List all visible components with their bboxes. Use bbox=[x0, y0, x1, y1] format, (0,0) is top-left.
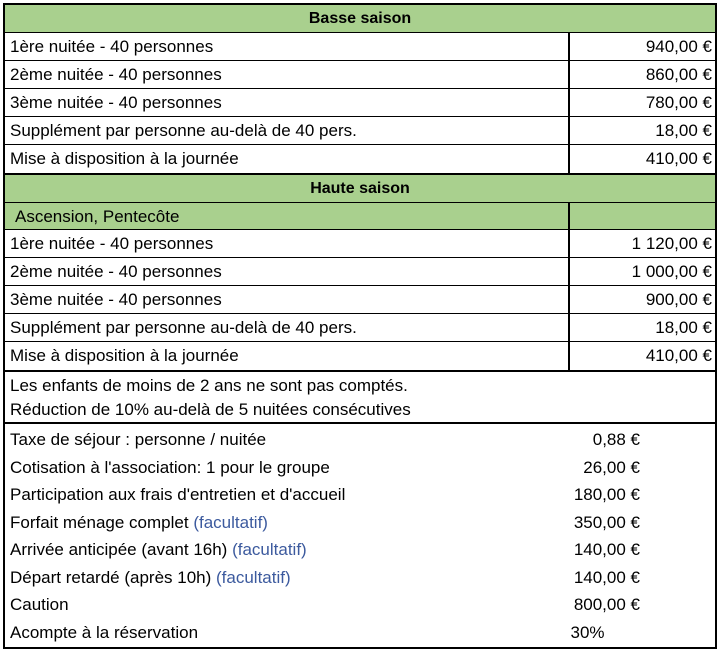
fee-value: 350,00 € bbox=[573, 512, 640, 532]
optional-tag: (facultatif) bbox=[216, 567, 291, 587]
row-value: 410,00 € bbox=[645, 149, 712, 168]
list-item bbox=[5, 564, 715, 592]
list-item bbox=[5, 591, 715, 619]
fee-label: Acompte à la réservation bbox=[10, 622, 199, 642]
row-label: Mise à disposition à la journée bbox=[5, 145, 570, 173]
fee-label: Arrivée anticipée (avant 16h) bbox=[10, 540, 228, 559]
row-value: 860,00 € bbox=[645, 65, 712, 84]
row-value: 1 000,00 € bbox=[631, 262, 712, 281]
row-value: 18,00 € bbox=[655, 121, 712, 140]
table-row bbox=[5, 258, 715, 286]
row-value: 780,00 € bbox=[645, 93, 712, 112]
haute-saison-title: Haute saison bbox=[5, 175, 715, 203]
haute-saison-subtitle-row bbox=[5, 203, 715, 230]
row-label: 3ème nuitée - 40 personnes bbox=[5, 286, 570, 313]
row-label: Supplément par personne au-delà de 40 pers. bbox=[5, 314, 570, 341]
row-value: 1 120,00 € bbox=[631, 234, 712, 253]
row-label: 1ère nuitée - 40 personnes bbox=[5, 230, 570, 257]
fee-label: Départ retardé (après 10h) bbox=[10, 567, 212, 587]
row-label: 3ème nuitée - 40 personnes bbox=[5, 89, 570, 116]
row-label: 1ère nuitée - 40 personnes bbox=[5, 33, 570, 60]
row-label: Supplément par personne au-delà de 40 pers. bbox=[5, 117, 570, 144]
fee-value: 0,88 € bbox=[592, 430, 640, 449]
table-row bbox=[5, 89, 715, 117]
fee-value: 30% bbox=[570, 622, 605, 642]
row-value: 900,00 € bbox=[645, 290, 712, 309]
note-line: Réduction de 10% au-delà de 5 nuitées consécutives bbox=[10, 400, 411, 419]
table-row bbox=[5, 61, 715, 89]
optional-tag: (facultatif) bbox=[232, 540, 307, 559]
table-row bbox=[5, 314, 715, 342]
fee-label: Caution bbox=[10, 595, 69, 614]
table-row bbox=[5, 117, 715, 145]
basse-saison-table bbox=[3, 3, 717, 175]
table-row bbox=[5, 342, 715, 370]
row-label: 2ème nuitée - 40 personnes bbox=[5, 61, 570, 88]
row-label: 2ème nuitée - 40 personnes bbox=[5, 258, 570, 285]
fees-box bbox=[3, 424, 717, 649]
haute-saison-table bbox=[3, 175, 717, 372]
haute-saison-subtitle: Ascension, Pentecôte bbox=[5, 203, 570, 229]
table-row bbox=[5, 145, 715, 173]
fee-value: 180,00 € bbox=[573, 485, 640, 504]
table-row bbox=[5, 33, 715, 61]
table-row bbox=[5, 230, 715, 258]
row-value: 18,00 € bbox=[655, 318, 712, 337]
fee-label: Taxe de séjour : personne / nuitée bbox=[10, 430, 267, 449]
fee-label: Cotisation à l'association: 1 pour le groupe bbox=[10, 457, 330, 477]
table-row bbox=[5, 286, 715, 314]
optional-tag: (facultatif) bbox=[193, 512, 268, 532]
fee-value: 140,00 € bbox=[573, 540, 640, 559]
notes-box bbox=[3, 372, 717, 424]
tariff-sheet bbox=[3, 3, 717, 649]
row-label: Mise à disposition à la journée bbox=[5, 342, 570, 370]
row-value: 940,00 € bbox=[645, 37, 712, 56]
note-line: Les enfants de moins de 2 ans ne sont pas comptés. bbox=[10, 376, 408, 395]
list-item bbox=[5, 619, 715, 647]
fee-value: 26,00 € bbox=[583, 457, 640, 477]
row-value: 410,00 € bbox=[645, 346, 712, 365]
fee-label: Forfait ménage complet bbox=[10, 512, 189, 532]
basse-saison-title: Basse saison bbox=[5, 5, 715, 33]
list-item bbox=[5, 481, 715, 509]
list-item bbox=[5, 509, 715, 537]
fee-value: 140,00 € bbox=[573, 567, 640, 587]
list-item bbox=[5, 454, 715, 482]
fee-label: Participation aux frais d'entretien et d'accueil bbox=[10, 485, 346, 504]
list-item bbox=[5, 426, 715, 454]
list-item bbox=[5, 536, 715, 564]
fee-value: 800,00 € bbox=[573, 595, 640, 614]
